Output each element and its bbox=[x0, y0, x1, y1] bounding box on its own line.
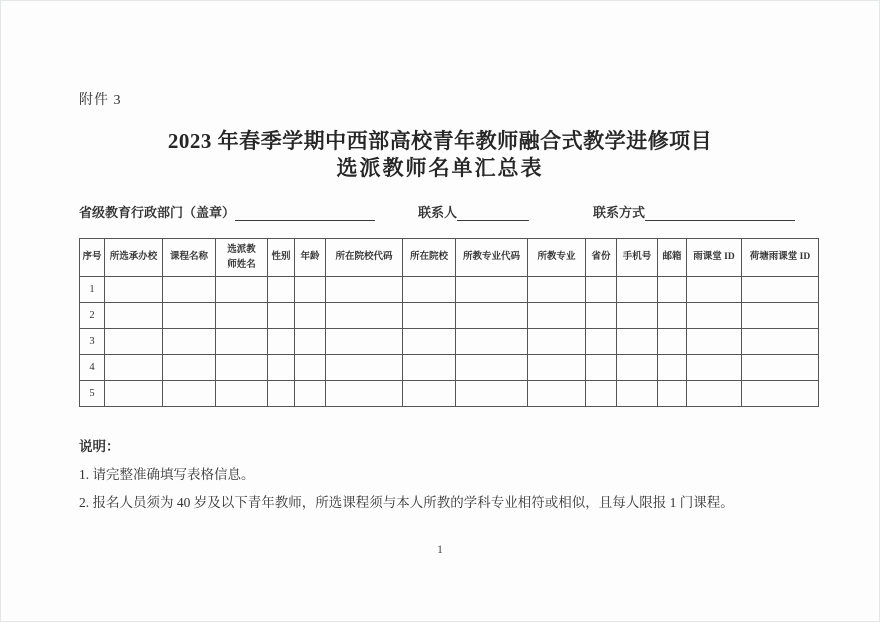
empty-cell bbox=[403, 381, 456, 407]
empty-cell bbox=[658, 329, 687, 355]
empty-cell bbox=[456, 329, 528, 355]
row-number: 1 bbox=[80, 277, 105, 303]
empty-cell bbox=[295, 329, 326, 355]
contact-blank-line bbox=[457, 206, 529, 221]
empty-cell bbox=[742, 329, 819, 355]
empty-cell bbox=[403, 277, 456, 303]
page-number: 1 bbox=[437, 542, 443, 556]
empty-cell bbox=[586, 277, 617, 303]
col-header-age: 年龄 bbox=[295, 239, 326, 277]
col-header-gender: 性别 bbox=[268, 239, 295, 277]
row-number: 3 bbox=[80, 329, 105, 355]
row-number: 4 bbox=[80, 355, 105, 381]
empty-cell bbox=[268, 303, 295, 329]
col-header-teacher-name: 选派教师姓名 bbox=[216, 239, 268, 277]
col-header-major: 所教专业 bbox=[528, 239, 586, 277]
contact-method-field bbox=[593, 202, 795, 221]
empty-cell bbox=[528, 303, 586, 329]
empty-cell bbox=[617, 355, 658, 381]
empty-cell bbox=[617, 303, 658, 329]
row-number: 2 bbox=[80, 303, 105, 329]
col-header-mobile: 手机号 bbox=[617, 239, 658, 277]
col-header-host-school: 所选承办校 bbox=[105, 239, 163, 277]
note-item-1: 1. 请完整准确填写表格信息。 bbox=[79, 467, 255, 482]
col-header-email: 邮箱 bbox=[658, 239, 687, 277]
empty-cell bbox=[742, 277, 819, 303]
empty-cell bbox=[268, 381, 295, 407]
department-label: 省级教育行政部门（盖章） bbox=[79, 205, 236, 220]
empty-cell bbox=[105, 381, 163, 407]
empty-cell bbox=[105, 355, 163, 381]
table-row bbox=[80, 381, 819, 407]
empty-cell bbox=[742, 381, 819, 407]
empty-cell bbox=[456, 381, 528, 407]
empty-cell bbox=[528, 381, 586, 407]
empty-cell bbox=[687, 381, 742, 407]
empty-cell bbox=[216, 381, 268, 407]
empty-cell bbox=[326, 381, 403, 407]
empty-cell bbox=[456, 303, 528, 329]
table-row bbox=[80, 355, 819, 381]
empty-cell bbox=[586, 381, 617, 407]
empty-cell bbox=[326, 277, 403, 303]
empty-cell bbox=[295, 381, 326, 407]
empty-cell bbox=[658, 277, 687, 303]
empty-cell bbox=[658, 355, 687, 381]
department-field bbox=[79, 202, 375, 221]
empty-cell bbox=[105, 277, 163, 303]
empty-cell bbox=[326, 303, 403, 329]
col-header-rain-classroom-id: 雨课堂 ID bbox=[687, 239, 742, 277]
empty-cell bbox=[617, 277, 658, 303]
col-header-institution: 所在院校 bbox=[403, 239, 456, 277]
contact-field bbox=[418, 202, 529, 221]
empty-cell bbox=[658, 381, 687, 407]
empty-cell bbox=[658, 303, 687, 329]
table-row bbox=[80, 277, 819, 303]
table-row bbox=[80, 329, 819, 355]
empty-cell bbox=[216, 303, 268, 329]
row-number: 5 bbox=[80, 381, 105, 407]
form-header-row bbox=[1, 202, 879, 224]
empty-cell bbox=[742, 355, 819, 381]
col-header-course-name: 课程名称 bbox=[163, 239, 216, 277]
empty-cell bbox=[105, 329, 163, 355]
empty-cell bbox=[456, 277, 528, 303]
empty-cell bbox=[586, 329, 617, 355]
empty-cell bbox=[216, 277, 268, 303]
empty-cell bbox=[268, 329, 295, 355]
empty-cell bbox=[163, 329, 216, 355]
empty-cell bbox=[586, 303, 617, 329]
document-title-line2: 选派教师名单汇总表 bbox=[336, 156, 544, 180]
empty-cell bbox=[456, 355, 528, 381]
empty-cell bbox=[326, 329, 403, 355]
empty-cell bbox=[403, 329, 456, 355]
empty-cell bbox=[586, 355, 617, 381]
contact-method-label: 联系方式 bbox=[593, 205, 646, 220]
empty-cell bbox=[163, 355, 216, 381]
empty-cell bbox=[216, 329, 268, 355]
empty-cell bbox=[403, 355, 456, 381]
empty-cell bbox=[216, 355, 268, 381]
col-header-institution-code: 所在院校代码 bbox=[326, 239, 403, 277]
empty-cell bbox=[528, 277, 586, 303]
empty-cell bbox=[268, 277, 295, 303]
col-header-index: 序号 bbox=[80, 239, 105, 277]
col-header-hetang-rain-classroom-id: 荷塘雨课堂 ID bbox=[742, 239, 819, 277]
empty-cell bbox=[295, 303, 326, 329]
empty-cell bbox=[617, 329, 658, 355]
empty-cell bbox=[326, 355, 403, 381]
empty-cell bbox=[687, 355, 742, 381]
empty-cell bbox=[742, 303, 819, 329]
empty-cell bbox=[295, 355, 326, 381]
attachment-label: 附件 3 bbox=[79, 93, 122, 108]
empty-cell bbox=[528, 329, 586, 355]
empty-cell bbox=[105, 303, 163, 329]
empty-cell bbox=[687, 329, 742, 355]
note-item-2: 2. 报名人员须为 40 岁及以下青年教师，所选课程须与本人所教的学科专业相符或相似，且每人限报 1 门课程。 bbox=[79, 495, 734, 510]
empty-cell bbox=[163, 277, 216, 303]
document-title-line1: 2023 年春季学期中西部高校青年教师融合式教学进修项目 bbox=[167, 129, 713, 153]
empty-cell bbox=[528, 355, 586, 381]
notes-heading: 说明： bbox=[79, 439, 120, 454]
empty-cell bbox=[687, 277, 742, 303]
header-row bbox=[80, 239, 819, 277]
contact-method-blank-line bbox=[645, 206, 795, 221]
empty-cell bbox=[295, 277, 326, 303]
empty-cell bbox=[403, 303, 456, 329]
table-row bbox=[80, 303, 819, 329]
empty-cell bbox=[687, 303, 742, 329]
empty-cell bbox=[268, 355, 295, 381]
col-header-major-code: 所教专业代码 bbox=[456, 239, 528, 277]
department-blank-line bbox=[235, 206, 375, 221]
empty-cell bbox=[163, 303, 216, 329]
empty-cell bbox=[163, 381, 216, 407]
empty-cell bbox=[617, 381, 658, 407]
contact-label: 联系人 bbox=[418, 205, 458, 220]
roster-table bbox=[79, 238, 819, 407]
col-header-province: 省份 bbox=[586, 239, 617, 277]
